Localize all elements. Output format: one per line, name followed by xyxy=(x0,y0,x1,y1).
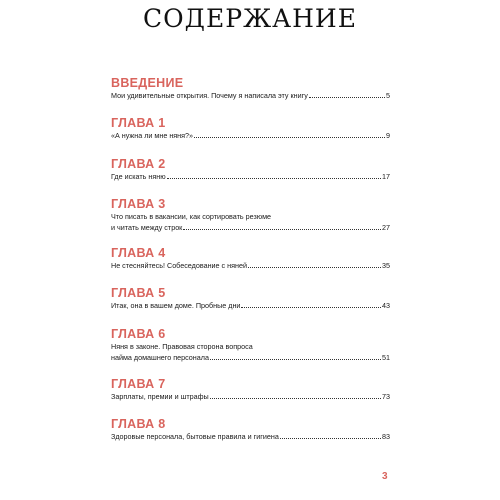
chapter-heading: ГЛАВА 2 xyxy=(111,157,166,171)
toc-entry-text: Что писать в вакансии, как сортировать резюме xyxy=(111,212,272,221)
dot-leader xyxy=(210,398,381,399)
chapter-heading: ГЛАВА 3 xyxy=(111,197,166,211)
toc-entry[interactable] xyxy=(111,76,390,102)
toc-entry-line xyxy=(111,301,390,312)
dot-leader xyxy=(241,307,381,308)
toc-entry-line xyxy=(111,212,390,223)
toc-page-number: 51 xyxy=(382,352,390,362)
chapter-heading: ГЛАВА 4 xyxy=(111,246,166,260)
toc-entry-text: Здоровые персонала, бытовые правила и гигиена xyxy=(111,432,279,441)
dot-leader xyxy=(194,137,385,138)
toc-entry[interactable] xyxy=(111,157,390,183)
chapter-heading: ГЛАВА 8 xyxy=(111,417,166,431)
chapter-heading: ГЛАВА 6 xyxy=(111,327,166,341)
toc-page-number: 73 xyxy=(382,392,390,401)
toc-entry-text: Мои удивительные открытия. Почему я написала эту книгу xyxy=(111,91,308,100)
chapter-heading: ВВЕДЕНИЕ xyxy=(111,76,184,90)
toc-entry-line xyxy=(111,432,390,443)
toc-page-number: 27 xyxy=(382,222,390,232)
chapter-heading: ГЛАВА 7 xyxy=(111,377,166,391)
toc-entry[interactable] xyxy=(111,327,390,363)
page-number: 3 xyxy=(382,471,388,482)
toc-entry[interactable] xyxy=(111,377,390,403)
dot-leader xyxy=(309,97,385,98)
dot-leader xyxy=(248,267,381,268)
chapter-heading: ГЛАВА 1 xyxy=(111,116,166,130)
toc-entry-line xyxy=(111,392,390,403)
toc-entry-text: и читать между строк xyxy=(111,222,183,232)
toc-entry-line xyxy=(111,261,390,272)
toc-page-number: 9 xyxy=(386,131,390,140)
toc-entry-line xyxy=(111,353,390,364)
dot-leader xyxy=(210,359,381,360)
toc-entry[interactable] xyxy=(111,197,390,233)
toc-entry-line xyxy=(111,91,390,102)
page-title: СОДЕРЖАНИЕ xyxy=(143,4,357,33)
toc-entry-line xyxy=(111,131,390,142)
toc-entry-line xyxy=(111,342,390,353)
toc-entry-text: «А нужна ли мне няня?» xyxy=(111,131,194,140)
dot-leader xyxy=(183,229,381,230)
toc-entry[interactable] xyxy=(111,417,390,443)
toc-entry[interactable] xyxy=(111,286,390,312)
toc-entry-text: Итак, она в вашем доме. Пробные дни xyxy=(111,301,241,310)
toc-page-number: 17 xyxy=(382,172,390,181)
toc-page-number: 35 xyxy=(382,261,390,270)
toc-entry-text: Где искать няню xyxy=(111,172,166,181)
toc-entry[interactable] xyxy=(111,116,390,142)
chapter-heading: ГЛАВА 5 xyxy=(111,286,166,300)
toc-entry-text: Няня в законе. Правовая сторона вопроса xyxy=(111,342,253,351)
toc-entry-text: найма домашнего персонала xyxy=(111,352,209,362)
dot-leader xyxy=(167,178,381,179)
toc-entry-text: Зарплаты, премии и штрафы xyxy=(111,392,209,401)
toc-entry-line xyxy=(111,172,390,183)
toc-entry[interactable] xyxy=(111,246,390,272)
toc-entry-text: Не стесняйтесь! Собеседование с няней xyxy=(111,261,247,270)
toc-entry-line xyxy=(111,223,390,234)
dot-leader xyxy=(280,438,381,439)
toc-page-number: 43 xyxy=(382,301,390,310)
toc-page-number: 83 xyxy=(382,432,390,441)
toc-page-number: 5 xyxy=(386,91,390,100)
